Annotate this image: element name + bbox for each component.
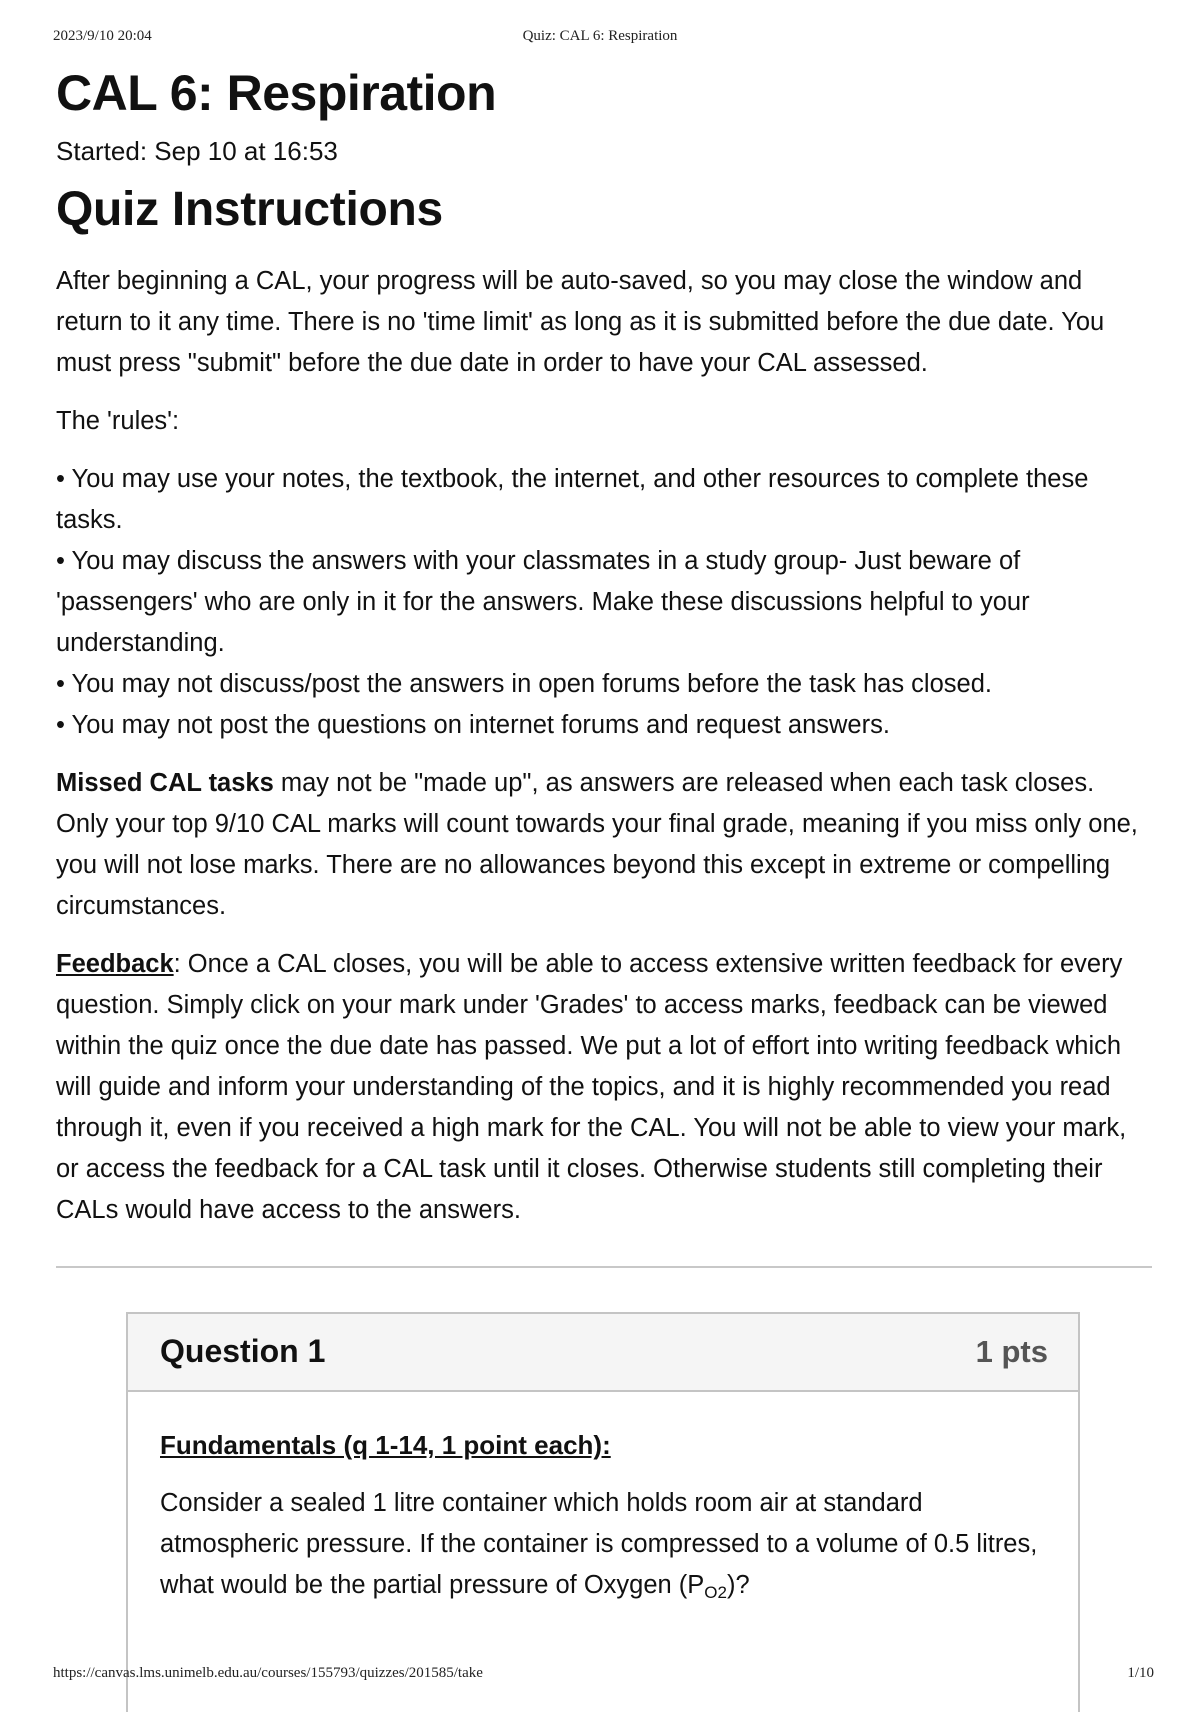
instructions-intro: After beginning a CAL, your progress will be auto-saved, so you may close the window and return to it any time. There is no 'time limit' as long as it is submitted before the due date. You must press "submit" before the due date in order to have your CAL assessed. bbox=[56, 267, 1105, 377]
section-divider bbox=[56, 1266, 1152, 1268]
rules-label: The 'rules': bbox=[56, 407, 180, 435]
quiz-title: CAL 6: Respiration bbox=[56, 65, 497, 121]
rules-list bbox=[56, 459, 1152, 746]
print-header bbox=[0, 28, 1200, 52]
question-subscript: O2 bbox=[704, 1583, 727, 1602]
instructions-heading: Quiz Instructions bbox=[56, 183, 443, 236]
question-body bbox=[128, 1392, 1078, 1606]
print-page-title: Quiz: CAL 6: Respiration bbox=[522, 28, 678, 44]
question-text-main: Consider a sealed 1 litre container which holds room air at standard atmospheric pressure. If the container is compressed to a volume of 0.5 litres, what would be the partial pressure of Oxygen (P bbox=[160, 1489, 1038, 1599]
question-card bbox=[126, 1312, 1080, 1712]
question-number: Question 1 bbox=[160, 1333, 326, 1369]
missed-cal-text: may not be "made up", as answers are released when each task closes. Only your top 9/10 CAL marks will count towards your final grade, meaning if you miss only one, you will not lose marks. There are no allowances beyond this except in extreme or compelling circumstances. bbox=[56, 769, 1138, 920]
print-page-number: 1/10 bbox=[1127, 1665, 1154, 1681]
rule-item: • You may not post the questions on internet forums and request answers. bbox=[56, 711, 890, 739]
missed-cal-label: Missed CAL tasks bbox=[56, 769, 274, 797]
quiz-started-time: Started: Sep 10 at 16:53 bbox=[56, 136, 338, 166]
question-points: 1 pts bbox=[975, 1334, 1048, 1369]
question-text bbox=[160, 1483, 1046, 1606]
feedback-label: Feedback bbox=[56, 950, 174, 978]
instructions-body bbox=[56, 261, 1152, 1231]
rule-item: • You may not discuss/post the answers in open forums before the task has closed. bbox=[56, 670, 992, 698]
question-header bbox=[128, 1314, 1078, 1392]
feedback-text: : Once a CAL closes, you will be able to access extensive written feedback for every question. Simply click on your mark under 'Grades' to access marks, feedback can be viewed within the quiz once the due date has passed. We put a lot of effort into writing feedback which will guide and inform your understanding of the topics, and it is highly recommended you read through it, even if you received a high mark for the CAL. You will not be able to view your mark, or access the feedback for a CAL task until it closes. Otherwise students still completing their CALs would have access to the answers. bbox=[56, 950, 1127, 1224]
feedback-paragraph bbox=[56, 944, 1152, 1231]
print-datetime: 2023/9/10 20:04 bbox=[53, 28, 152, 44]
print-url: https://canvas.lms.unimelb.edu.au/courses/155793/quizzes/201585/take bbox=[53, 1665, 483, 1681]
rule-item: • You may use your notes, the textbook, the internet, and other resources to complete these tasks. bbox=[56, 465, 1089, 534]
question-section-title: Fundamentals (q 1-14, 1 point each): bbox=[160, 1430, 611, 1460]
quiz-content bbox=[56, 60, 1152, 1231]
question-text-end: )? bbox=[726, 1571, 750, 1599]
print-footer bbox=[0, 1665, 1200, 1689]
rule-item: • You may discuss the answers with your classmates in a study group- Just beware of 'passengers' who are only in it for the answers. Make these discussions helpful to your understanding. bbox=[56, 547, 1030, 657]
missed-cal-paragraph bbox=[56, 763, 1152, 927]
